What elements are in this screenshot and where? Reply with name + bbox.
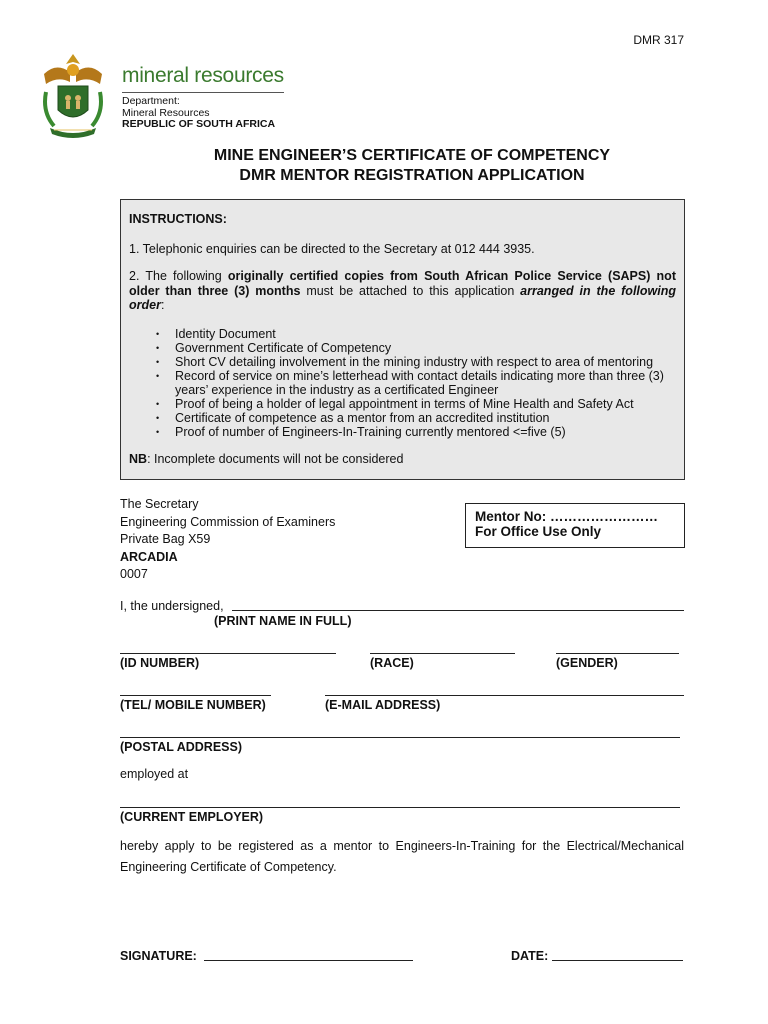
secretary-address [120, 496, 335, 584]
address-line: The Secretary [120, 497, 199, 511]
date-label: DATE: [511, 949, 549, 963]
mentor-number-box [465, 503, 685, 548]
instruction-item-2: 2. The following originally certified copies from South African Police Service (SAPS) not older than three (3) months must be attached to this application arranged in the following order: [129, 269, 676, 312]
current-employer-field[interactable] [120, 795, 680, 808]
postal-address-label: (POSTAL ADDRESS) [120, 740, 242, 754]
address-line: ARCADIA [120, 549, 178, 564]
office-use-label: For Office Use Only [475, 524, 602, 539]
application-statement: hereby apply to be registered as a mentor to Engineers-In-Training for the Electrical/Mechanical Engineering Certificate of Competency. [120, 839, 684, 874]
dept-line-3: REPUBLIC OF SOUTH AFRICA [122, 118, 276, 130]
gender-field[interactable] [556, 641, 679, 654]
dept-line-2: Mineral Resources [122, 106, 210, 119]
coat-of-arms-icon [40, 52, 106, 140]
race-field[interactable] [370, 641, 515, 654]
list-item: • Short CV detailing involvement in the mining industry with respect to area of mentoring [175, 355, 676, 369]
email-label: (E-MAIL ADDRESS) [325, 698, 441, 712]
brand-name: mineral resources [122, 64, 284, 87]
date-field[interactable] [552, 947, 683, 961]
email-field[interactable] [325, 683, 684, 696]
undersigned-label: I, the undersigned, [120, 599, 224, 613]
brand-divider [122, 92, 284, 93]
nb-note: NB: Incomplete documents will not be considered [129, 451, 404, 466]
instructions-box [120, 199, 685, 480]
race-label: (RACE) [370, 656, 414, 670]
form-code: DMR 317 [633, 33, 684, 47]
list-item: • Certificate of competence as a mentor from an accredited institution [175, 411, 676, 425]
tel-label: (TEL/ MOBILE NUMBER) [120, 698, 266, 712]
id-number-label: (ID NUMBER) [120, 656, 200, 670]
required-documents-list [129, 327, 676, 439]
employed-at-label: employed at [120, 767, 189, 781]
gender-label: (GENDER) [556, 656, 618, 670]
mentor-number-label: Mentor No: …………………… [475, 509, 658, 524]
list-item: • Government Certificate of Competency [175, 341, 676, 355]
instruction-item-1: 1. Telephonic enquiries can be directed to the Secretary at 012 444 3935. [129, 242, 535, 256]
signature-field[interactable] [204, 947, 413, 961]
department-block [122, 96, 275, 131]
instructions-heading: INSTRUCTIONS: [129, 212, 227, 226]
dept-line-1: Department: [122, 95, 180, 107]
list-item: • Record of service on mine’s letterhead with contact details indicating more than three (3) years’ experience in the industry as a certificated Engineer [175, 369, 676, 397]
full-name-field[interactable] [232, 597, 684, 611]
print-name-label: (PRINT NAME IN FULL) [214, 614, 352, 628]
address-line: Engineering Commission of Examiners [120, 514, 336, 529]
current-employer-label: (CURRENT EMPLOYER) [120, 810, 264, 824]
address-line: 0007 [120, 567, 148, 581]
tel-field[interactable] [120, 683, 271, 696]
id-number-field[interactable] [120, 641, 336, 654]
list-item: • Identity Document [175, 327, 676, 341]
page-title: MINE ENGINEER’S CERTIFICATE OF COMPETENCY [213, 147, 611, 164]
postal-address-field[interactable] [120, 725, 680, 738]
page-subtitle: DMR MENTOR REGISTRATION APPLICATION [239, 167, 585, 184]
list-item: • Proof of being a holder of legal appointment in terms of Mine Health and Safety Act [175, 397, 676, 411]
list-item: • Proof of number of Engineers-In-Training currently mentored <=five (5) [175, 425, 676, 439]
signature-label: SIGNATURE: [120, 949, 197, 963]
address-line: Private Bag X59 [120, 532, 211, 546]
